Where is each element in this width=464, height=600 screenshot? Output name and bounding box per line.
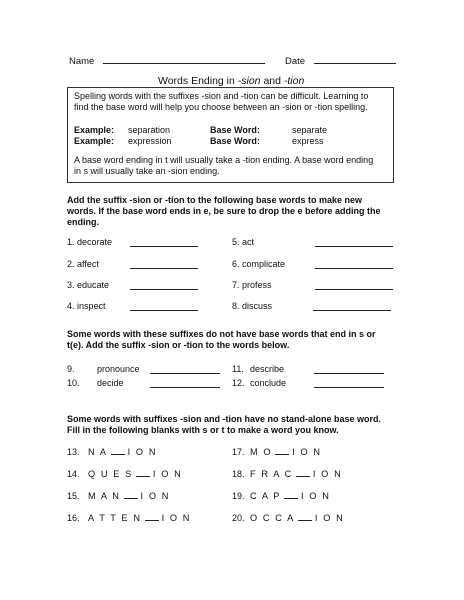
letter-blank[interactable] [275, 446, 289, 455]
rule-line-1: A base word ending in t will usually take a -tion ending. A base word ending [74, 155, 374, 165]
list-item: 3. educate [67, 280, 110, 290]
list-item: 8. discuss [232, 301, 273, 311]
section1-line-3: ending. [67, 217, 99, 227]
answer-blank[interactable] [150, 365, 220, 374]
letter-blank[interactable] [124, 490, 138, 499]
list-item-word: describe [250, 364, 285, 374]
date-label: Date [285, 56, 306, 67]
list-item-num: 19. [232, 491, 245, 501]
section1-line-2: words. If the base word ends in e, be sure to drop the e before adding the [67, 206, 381, 216]
list-item-num: 18. [232, 469, 245, 479]
answer-blank[interactable] [314, 365, 384, 374]
section3-line-2: Fill in the following blanks with s or t to make a word you know. [67, 425, 339, 435]
answer-blank[interactable] [130, 281, 198, 290]
letter-blank[interactable] [298, 512, 312, 521]
word-builder: C A P I O N [250, 491, 331, 501]
list-item: 4. inspect [67, 301, 106, 311]
letter-blank[interactable] [136, 468, 150, 477]
word-builder: N A I O N [88, 447, 158, 457]
list-item-num: 17. [232, 447, 245, 457]
word-builder: Q U E S I O N [88, 469, 183, 479]
date-field [285, 54, 396, 67]
list-item-num: 9. [67, 364, 75, 374]
base-word-2: express [292, 136, 324, 146]
answer-blank[interactable] [315, 281, 393, 290]
answer-blank[interactable] [314, 379, 384, 388]
list-item-num: 11. [232, 364, 244, 374]
list-item: 2. affect [67, 259, 99, 269]
answer-blank[interactable] [130, 238, 198, 247]
answer-blank[interactable] [315, 260, 393, 269]
example-word-2: expression [128, 136, 172, 146]
word-builder: A T T E N I O N [88, 513, 192, 523]
list-item-num: 10. [67, 378, 80, 388]
section2-line-1: Some words with these suffixes do not have base words that end in s or [67, 329, 376, 339]
word-builder: F R A C I O N [250, 469, 343, 479]
list-item: 1. decorate [67, 237, 113, 247]
section2-line-2: t(e). Add the suffix -sion or -tion to the words below. [67, 340, 290, 350]
base-label-2: Base Word: [210, 136, 260, 146]
letter-blank[interactable] [284, 490, 298, 499]
name-blank[interactable] [103, 54, 265, 64]
answer-blank[interactable] [315, 238, 393, 247]
answer-blank[interactable] [150, 379, 220, 388]
rule-line-2: in s will usually take an -sion ending. [74, 166, 220, 176]
list-item-num: 14. [67, 469, 80, 479]
intro-line-2: find the base word will help you choose between an -sion or -tion spelling. [74, 102, 368, 112]
list-item-num: 15. [67, 491, 80, 501]
list-item-word: conclude [250, 378, 287, 388]
list-item-num: 13. [67, 447, 80, 457]
base-label-1: Base Word: [210, 125, 260, 135]
answer-blank[interactable] [130, 260, 198, 269]
base-word-1: separate [292, 125, 328, 135]
letter-blank[interactable] [145, 512, 159, 521]
list-item-num: 16. [67, 513, 80, 523]
word-builder: M O I O N [250, 447, 322, 457]
section3-line-1: Some words with suffixes -sion and -tion have no stand-alone base word. [67, 414, 382, 424]
example-label-1: Example: [74, 125, 115, 135]
answer-blank[interactable] [130, 302, 198, 311]
example-label-2: Example: [74, 136, 115, 146]
name-field [69, 54, 265, 67]
list-item-word: pronounce [97, 364, 140, 374]
intro-line-1: Spelling words with the suffixes -sion and -tion can be difficult. Learning to [74, 91, 369, 101]
list-item: 7. profess [232, 280, 272, 290]
date-blank[interactable] [314, 54, 396, 64]
section1-line-1: Add the suffix -sion or -tion to the following base words to make new [67, 195, 363, 205]
word-builder: M A N I O N [88, 491, 170, 501]
name-label: Name [69, 56, 95, 67]
list-item-word: decide [97, 378, 124, 388]
letter-blank[interactable] [111, 446, 125, 455]
list-item-num: 12. [232, 378, 245, 388]
word-builder: O C C A I O N [250, 513, 345, 523]
answer-blank[interactable] [313, 302, 391, 311]
list-item-num: 20. [232, 513, 245, 523]
list-item: 6. complicate [232, 259, 286, 269]
page-title: Words Ending in -sion and -tion [158, 75, 305, 87]
letter-blank[interactable] [296, 468, 310, 477]
example-word-1: separation [128, 125, 171, 135]
list-item: 5. act [232, 237, 255, 247]
